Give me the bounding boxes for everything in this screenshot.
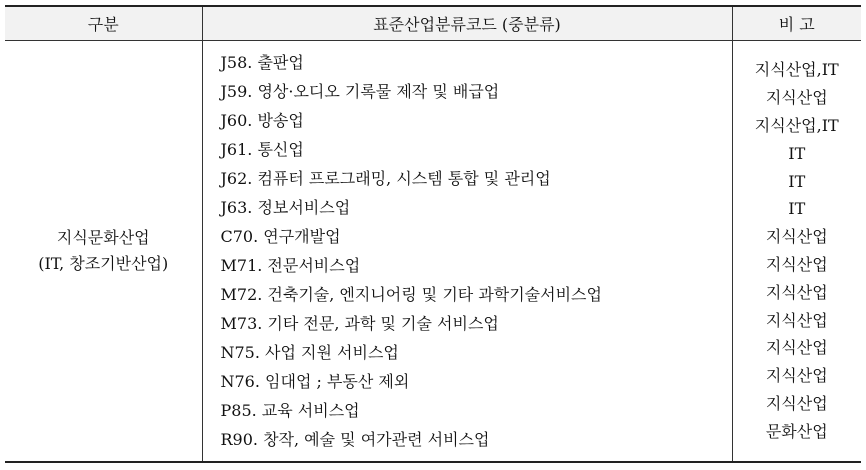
code-item: N76. 임대업 ; 부동산 제외: [220, 372, 410, 391]
code-list-cell: [202, 41, 732, 463]
code-item: R90. 창작, 예술 및 여가관련 서비스업: [220, 430, 490, 449]
remark-item: IT: [788, 199, 806, 219]
code-item: P85. 교육 서비스업: [220, 401, 360, 420]
remark-item: 지식산업: [765, 88, 828, 108]
category-name: 지식문화산업: [56, 228, 150, 247]
table-row: [5, 41, 861, 463]
header-row: [5, 6, 861, 41]
header-category: 구분: [5, 6, 202, 41]
code-item: J59. 영상·오디오 기록물 제작 및 배급업: [220, 82, 500, 101]
table-body: [5, 41, 861, 463]
remark-item: 지식산업,IT: [754, 60, 839, 80]
remark-item: 지식산업,IT: [754, 116, 839, 136]
code-item: J58. 출판업: [220, 53, 304, 72]
code-item: J63. 정보서비스업: [220, 198, 351, 217]
remark-item: 지식산업: [765, 338, 828, 358]
code-item: M71. 전문서비스업: [220, 256, 361, 275]
remark-item: 지식산업: [765, 227, 828, 247]
industry-classification-table: [5, 5, 861, 463]
remark-item: 지식산업: [765, 255, 828, 274]
remark-item: IT: [788, 143, 806, 163]
header-classification-code: 표준산업분류코드 (중분류): [202, 6, 732, 41]
remarks-cell: [732, 41, 861, 463]
remark-item: 지식산업: [765, 393, 828, 413]
header-remarks: 비 고: [732, 6, 861, 41]
code-item: M73. 기타 전문, 과학 및 기술 서비스업: [220, 314, 499, 333]
code-item: C70. 연구개발업: [220, 227, 341, 246]
remark-item: 지식산업: [765, 310, 828, 330]
remark-item: IT: [788, 171, 806, 191]
category-cell: [5, 41, 202, 463]
remark-item: 지식산업: [765, 366, 828, 386]
code-item: N75. 사업 지원 서비스업: [220, 343, 399, 362]
code-item: M72. 건축기술, 엔지니어링 및 기타 과학기술서비스업: [220, 285, 602, 304]
code-item: J62. 컴퓨터 프로그래밍, 시스템 통합 및 관리업: [220, 169, 551, 188]
remark-item: 지식산업: [765, 282, 828, 302]
code-item: J61. 통신업: [220, 140, 304, 159]
code-item: J60. 방송업: [220, 111, 304, 130]
remark-item: 문화산업: [765, 421, 828, 441]
table-header: [5, 6, 861, 41]
category-subtitle: (IT, 창조기반산업): [38, 254, 169, 273]
